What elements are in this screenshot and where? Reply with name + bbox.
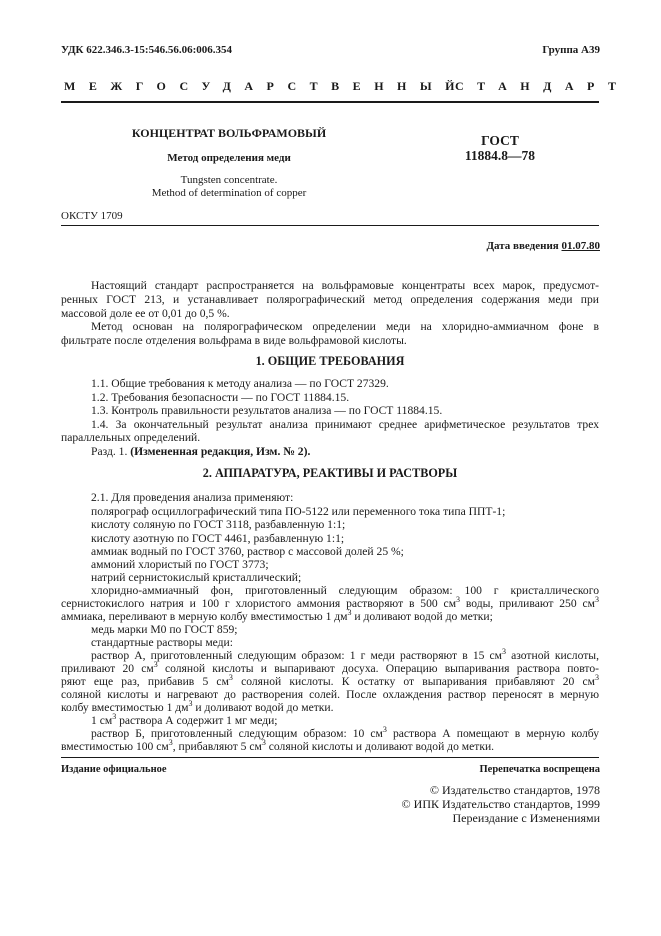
banner-right: СТАНДАРТ bbox=[455, 79, 630, 93]
text-run: соляной кислоты и выпаривают досуха. Операцию выпаривания раствора повто- bbox=[157, 662, 599, 675]
title-rule bbox=[61, 225, 599, 226]
superscript: 3 bbox=[595, 673, 599, 682]
section-2-line-11: медь марки М0 по ГОСТ 859; bbox=[91, 623, 238, 636]
superscript: 3 bbox=[382, 725, 387, 734]
text-run: вместимостью 100 см bbox=[61, 740, 169, 753]
copyright-1999: © ИПК Издательство стандартов, 1999 bbox=[401, 797, 600, 811]
superscript: 3 bbox=[261, 738, 266, 747]
udk-code: УДК 622.346.3-15:546.56.06:006.354 bbox=[61, 44, 232, 56]
edition-prefix: Разд. 1. bbox=[91, 445, 128, 458]
intro-date-label: Дата введения bbox=[486, 240, 559, 252]
section-1-line-3: 1.3. Контроль правильности результатов анализа — по ГОСТ 11884.15. bbox=[91, 404, 443, 417]
text-run: раствор Б, приготовленный следующим образом: 10 см bbox=[91, 727, 383, 740]
text-run: и доливают водой до метки; bbox=[351, 610, 493, 623]
section-2-line-4: кислоту азотную по ГОСТ 4461, разбавленную 1:1; bbox=[91, 532, 345, 545]
section-2-line-20 bbox=[61, 740, 599, 754]
group-code: Группа А39 bbox=[542, 44, 600, 56]
text-run: раствора А содержит 1 мг меди; bbox=[116, 714, 278, 727]
reprint-prohibited: Перепечатка воспрещена bbox=[479, 764, 600, 775]
section-1-line-2: 1.2. Требования безопасности — по ГОСТ 11884.15. bbox=[91, 391, 350, 404]
doc-subtitle: Метод определения меди bbox=[167, 152, 291, 164]
text-run: азотной кислоты, bbox=[506, 649, 599, 662]
text-run: соляной кислоты. К остатку от выпаривания прибавляют 20 см bbox=[232, 675, 595, 688]
section-2-line-6: аммоний хлористый по ГОСТ 3773; bbox=[91, 558, 269, 571]
text-run: аммиака, переливают в мерную колбу вместимостью 1 дм bbox=[61, 610, 348, 623]
superscript: 3 bbox=[228, 673, 233, 682]
text-run: 1 см bbox=[91, 714, 113, 727]
copyright-1978: © Издательство стандартов, 1978 bbox=[429, 783, 600, 797]
text-run: , прибавляют 5 см bbox=[172, 740, 262, 753]
intro-line-5: фильтрате после отделения вольфрама в виде вольфрамовой кислоты. bbox=[61, 334, 407, 347]
text-run: приливают 20 см bbox=[61, 662, 154, 675]
text-run: колбу вместимостью 1 дм bbox=[61, 701, 189, 714]
text-run: раствор А, приготовленный следующим образом: 1 г меди растворяют в 15 см bbox=[91, 649, 503, 662]
section-2-line-5: аммиак водный по ГОСТ 3760, раствор с массовой долей 25 %; bbox=[91, 545, 404, 558]
superscript: 3 bbox=[153, 660, 158, 669]
text-run: ряют еще раз, прибавив 5 см bbox=[61, 675, 229, 688]
text-run: и доливают водой до метки. bbox=[192, 701, 334, 714]
banner-left: МЕЖГОСУДАРСТВЕННЫЙ bbox=[64, 79, 468, 93]
intro-line-3: массовой доле ее от 0,01 до 0,5 %. bbox=[61, 307, 230, 320]
superscript: 3 bbox=[595, 595, 599, 604]
section-2-line-3: кислоту соляную по ГОСТ 3118, разбавленную 1:1; bbox=[91, 518, 346, 531]
section-2-line-7: натрий сернистокислый кристаллический; bbox=[91, 571, 302, 584]
section-2-line-2: полярограф осциллографический типа ПО-5122 или переменного тока типа ППТ-1; bbox=[91, 505, 506, 518]
section-1-heading: 1. ОБЩИЕ ТРЕБОВАНИЯ bbox=[255, 354, 405, 368]
en-title-line-1: Tungsten concentrate. bbox=[180, 174, 278, 186]
intro-line-4: Метод основан на полярографическом определении меди на хлоридно-аммиачном фоне в bbox=[91, 320, 599, 333]
doc-title: КОНЦЕНТРАТ ВОЛЬФРАМОВЫЙ bbox=[131, 126, 327, 140]
superscript: 3 bbox=[502, 647, 507, 656]
section-1-line-5: параллельных определений. bbox=[61, 431, 201, 444]
reissue-note: Переиздание с Изменениями bbox=[452, 811, 600, 825]
gost-label: ГОСТ bbox=[481, 133, 519, 148]
section-1-line-1: 1.1. Общие требования к методу анализа — по ГОСТ 27329. bbox=[91, 377, 389, 390]
banner-rule bbox=[61, 101, 599, 103]
section-2-line-12: стандартные растворы меди: bbox=[91, 636, 233, 649]
superscript: 3 bbox=[168, 738, 173, 747]
okstu-code: ОКСТУ 1709 bbox=[61, 210, 123, 222]
edition-bold: (Измененная редакция, Изм. № 2). bbox=[130, 445, 311, 458]
section-1-edition-note bbox=[91, 445, 599, 459]
gost-number: 11884.8—78 bbox=[464, 148, 536, 163]
superscript: 3 bbox=[456, 595, 461, 604]
text-run: раствора А помещают в мерную колбу bbox=[386, 727, 599, 740]
section-2-line-8: хлоридно-аммиачный фон, приготовленный следующим образом: 100 г кристаллического bbox=[91, 584, 599, 597]
intro-line-1: Настоящий стандарт распространяется на вольфрамовые концентраты всех марок, предусмот- bbox=[91, 279, 599, 292]
superscript: 3 bbox=[347, 608, 352, 617]
footer-rule bbox=[61, 757, 599, 758]
section-1-line-4: 1.4. За окончательный результат анализа принимают среднее арифметическое результатов трех bbox=[91, 418, 599, 431]
intro-line-2: ренных ГОСТ 213, и устанавливает полярографический метод определения содержания меди при bbox=[61, 293, 599, 306]
section-2-heading: 2. АППАРАТУРА, РЕАКТИВЫ И РАСТВОРЫ bbox=[202, 466, 458, 480]
text-run: сернистокислого натрия и 100 г хлористого аммония растворяют в 500 см bbox=[61, 597, 457, 610]
superscript: 3 bbox=[188, 699, 193, 708]
intro-date bbox=[486, 239, 600, 253]
intro-date-value: 01.07.80 bbox=[561, 240, 600, 252]
section-2-line-16: соляной кислоты и нагревают до растворения солей. После охлаждения раствор переносят в мерную bbox=[61, 688, 599, 701]
en-title-line-2: Method of determination of copper bbox=[151, 187, 307, 199]
official-edition: Издание официальное bbox=[61, 764, 167, 775]
section-2-line-1: 2.1. Для проведения анализа применяют: bbox=[91, 491, 294, 504]
superscript: 3 bbox=[112, 712, 117, 721]
text-run: соляной кислоты и доливают водой до метки. bbox=[265, 740, 495, 753]
text-run: воды, приливают 250 см bbox=[460, 597, 595, 610]
